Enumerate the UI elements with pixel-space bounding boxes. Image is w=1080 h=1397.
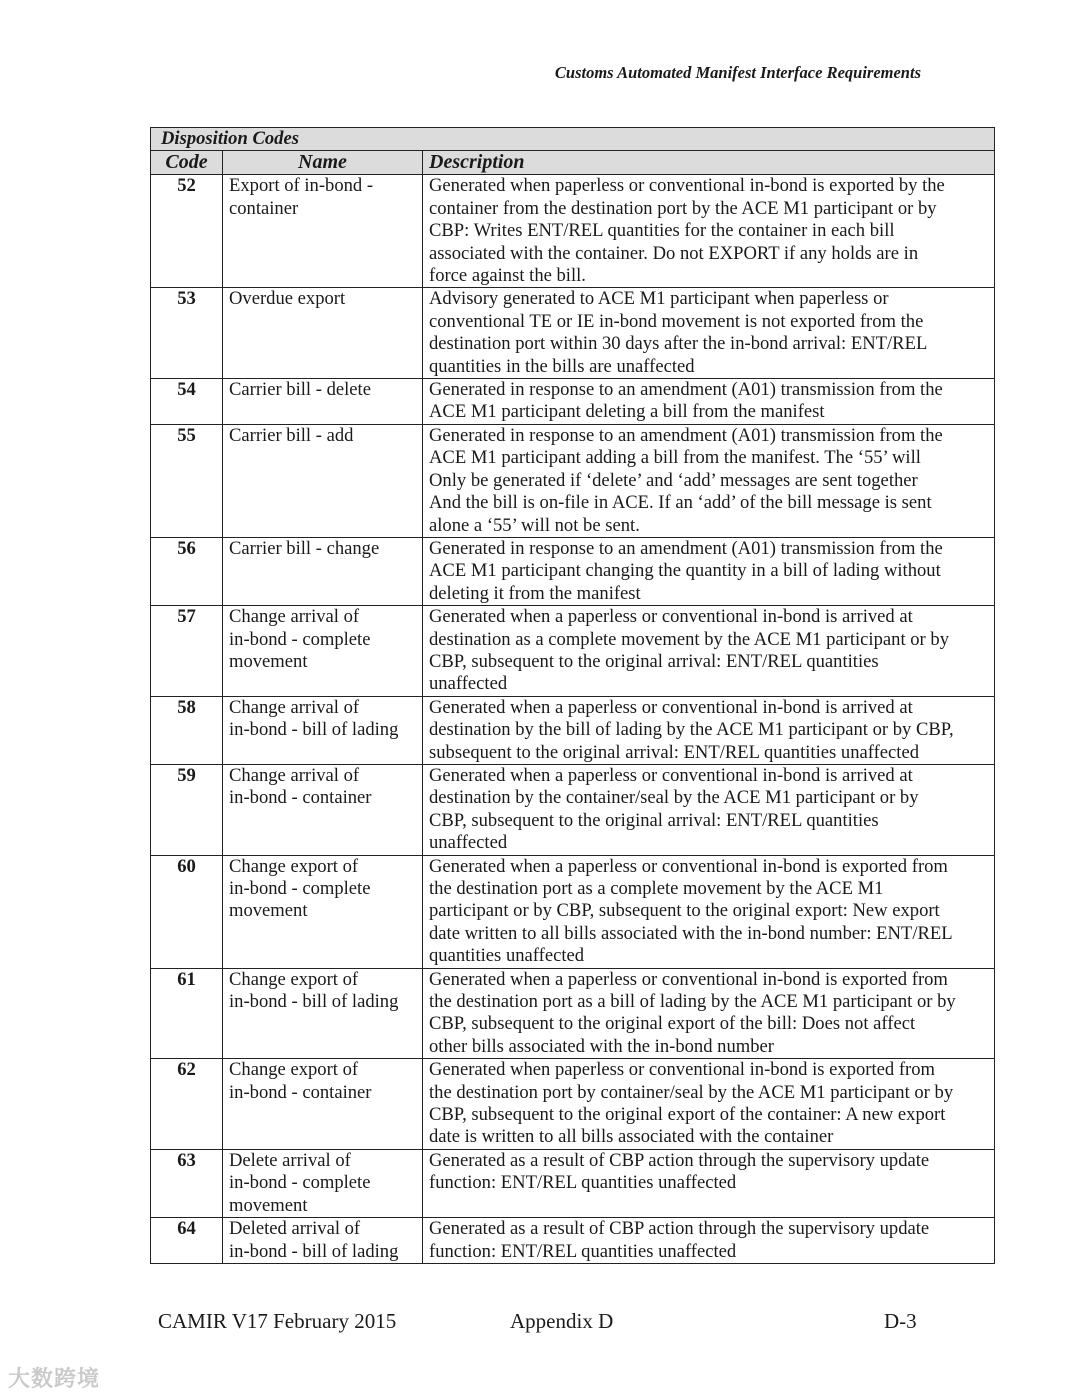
row-description: Generated in response to an amendment (A01) transmission from the ACE M1 participant changing the quantity in a bill of lading without deleting it from the manifest	[423, 537, 995, 605]
row-name: Change arrival of in-bond - complete movement	[223, 606, 423, 697]
row-name: Change export of in-bond - bill of lading	[223, 968, 423, 1059]
row-code: 63	[151, 1149, 223, 1217]
column-header-description: Description	[423, 151, 995, 175]
row-code: 64	[151, 1218, 223, 1264]
row-description: Generated as a result of CBP action through the supervisory update function: ENT/REL quantities unaffected	[423, 1149, 995, 1217]
row-description: Generated when a paperless or conventional in-bond is exported from the destination port as a bill of lading by the ACE M1 participant or by CBP, subsequent to the original export of the bill: Does not affect other bills associated with the in-bond number	[423, 968, 995, 1059]
table-row	[151, 537, 995, 605]
column-header-name: Name	[223, 151, 423, 175]
row-description: Generated when a paperless or conventional in-bond is arrived at destination by the container/seal by the ACE M1 participant or by CBP, subsequent to the original arrival: ENT/REL quantities unaffected	[423, 764, 995, 855]
row-code: 55	[151, 424, 223, 537]
table-row	[151, 696, 995, 764]
row-name: Change arrival of in-bond - bill of lading	[223, 696, 423, 764]
row-code: 54	[151, 379, 223, 425]
row-name: Change export of in-bond - complete movement	[223, 855, 423, 968]
row-description: Generated when paperless or conventional in-bond is exported from the destination port by container/seal by the ACE M1 participant or by CBP, subsequent to the original export of the container: A new export date is written to all bills associated with the container	[423, 1059, 995, 1150]
row-name: Overdue export	[223, 288, 423, 379]
table-row	[151, 379, 995, 425]
footer-appendix: Appendix D	[510, 1309, 614, 1333]
row-code: 62	[151, 1059, 223, 1150]
row-description: Generated as a result of CBP action through the supervisory update function: ENT/REL quantities unaffected	[423, 1218, 995, 1264]
table-title: Disposition Codes	[151, 128, 995, 151]
table-row	[151, 1149, 995, 1217]
row-code: 61	[151, 968, 223, 1059]
row-name: Deleted arrival of in-bond - bill of lading	[223, 1218, 423, 1264]
table-row	[151, 855, 995, 968]
row-code: 56	[151, 537, 223, 605]
row-description: Generated when a paperless or conventional in-bond is arrived at destination as a complete movement by the ACE M1 participant or by CBP, subsequent to the original arrival: ENT/REL quantities unaffected	[423, 606, 995, 697]
row-code: 52	[151, 175, 223, 288]
table-row	[151, 968, 995, 1059]
row-description: Generated when paperless or conventional in-bond is exported by the container from the destination port by the ACE M1 participant or by CBP: Writes ENT/REL quantities for the container in each bill associated with the container. Do not EXPORT if any holds are in force against the bill.	[423, 175, 995, 288]
row-code: 59	[151, 764, 223, 855]
table-row	[151, 1059, 995, 1150]
row-description: Generated when a paperless or conventional in-bond is arrived at destination by the bill of lading by the ACE M1 participant or by CBP, subsequent to the original arrival: ENT/REL quantities unaffected	[423, 696, 995, 764]
row-description: Generated in response to an amendment (A01) transmission from the ACE M1 participant adding a bill from the manifest. The ‘55’ will Only be generated if ‘delete’ and ‘add’ messages are sent together And the bill is on-file in ACE. If an ‘add’ of the bill message is sent alone a ‘55’ will not be sent.	[423, 424, 995, 537]
watermark: 大数跨境	[8, 1367, 101, 1392]
row-description: Advisory generated to ACE M1 participant when paperless or conventional TE or IE in-bond movement is not exported from the destination port within 30 days after the in-bond arrival: ENT/REL quantities in the bills are unaffected	[423, 288, 995, 379]
table-row	[151, 175, 995, 288]
table-row	[151, 1218, 995, 1264]
table-row	[151, 288, 995, 379]
row-code: 60	[151, 855, 223, 968]
column-header-code: Code	[151, 151, 223, 175]
row-code: 58	[151, 696, 223, 764]
table-row	[151, 424, 995, 537]
row-name: Change arrival of in-bond - container	[223, 764, 423, 855]
row-name: Carrier bill - delete	[223, 379, 423, 425]
row-name: Change export of in-bond - container	[223, 1059, 423, 1150]
row-code: 57	[151, 606, 223, 697]
row-name: Carrier bill - add	[223, 424, 423, 537]
row-code: 53	[151, 288, 223, 379]
footer-page-number: D-3	[884, 1309, 917, 1333]
row-name: Delete arrival of in-bond - complete movement	[223, 1149, 423, 1217]
row-name: Export of in-bond - container	[223, 175, 423, 288]
document-header: Customs Automated Manifest Interface Requirements	[554, 63, 921, 82]
footer-version: CAMIR V17 February 2015	[158, 1309, 397, 1333]
row-name: Carrier bill - change	[223, 537, 423, 605]
disposition-codes-table	[150, 127, 995, 1264]
row-description: Generated in response to an amendment (A01) transmission from the ACE M1 participant deleting a bill from the manifest	[423, 379, 995, 425]
row-description: Generated when a paperless or conventional in-bond is exported from the destination port as a complete movement by the ACE M1 participant or by CBP, subsequent to the original export: New export date written to all bills associated with the in-bond number: ENT/REL quantities unaffected	[423, 855, 995, 968]
table-row	[151, 606, 995, 697]
table-row	[151, 764, 995, 855]
